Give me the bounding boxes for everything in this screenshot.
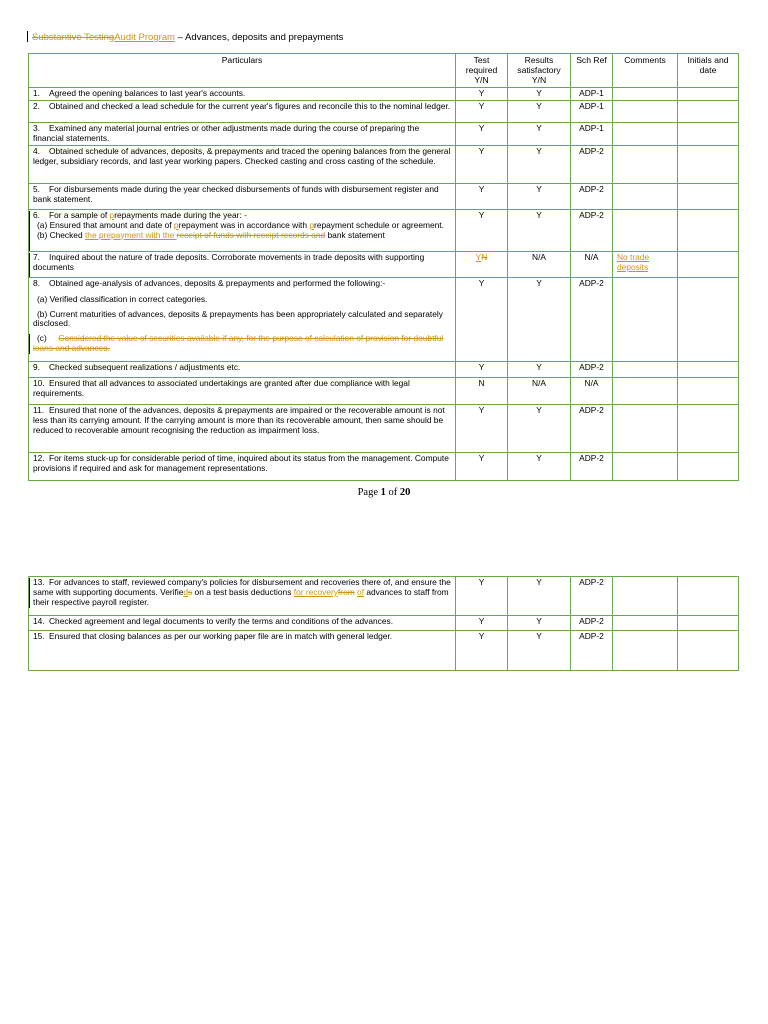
cell-test: Y xyxy=(456,277,508,361)
row-number: 11. xyxy=(33,404,45,415)
cell-ref: ADP-2 xyxy=(571,277,613,361)
cell-result: N/A xyxy=(508,377,571,404)
inserted-text: the prepayment with the xyxy=(84,229,177,240)
row-number: 6. xyxy=(33,209,40,220)
sub-item-c xyxy=(33,334,451,354)
table-row xyxy=(29,251,739,277)
cell-initials xyxy=(678,631,739,671)
table-row xyxy=(29,361,739,377)
cell-test: Y xyxy=(456,100,508,122)
cell-initials xyxy=(678,404,739,452)
deleted-text: from xyxy=(337,586,355,597)
audit-program-table-continued xyxy=(28,576,739,671)
sub-text: repayment schedule or agreement. xyxy=(314,219,444,230)
cell-result: Y xyxy=(508,209,571,251)
sub-item-b: (b) Current maturities of advances, deposits & prepayments has been appropriately calculated and separately disclosed. xyxy=(33,308,443,329)
table-row xyxy=(29,209,739,251)
row-text: Checked agreement and legal documents to verify the terms and conditions of the advances. xyxy=(49,616,394,626)
cell-test: Y xyxy=(456,577,508,616)
row-text: Obtained and checked a lead schedule for the current year's figures and reconcile this to the nominal ledger. xyxy=(49,100,451,111)
cell-initials xyxy=(678,277,739,361)
cell-result: Y xyxy=(508,361,571,377)
row-number: 12. xyxy=(33,452,45,463)
page-number xyxy=(0,487,768,499)
row-text: Obtained schedule of advances, deposits, & prepayments and traced the opening balances from the general ledger, subsidiary records, and last year working papers. Checked casting and cross casting of the schedule. xyxy=(33,145,451,166)
row-text: Agreed the opening balances to last year's accounts. xyxy=(49,88,246,98)
cell-test: Y xyxy=(456,361,508,377)
col-test-required: Test required Y/N xyxy=(456,54,508,88)
row-number: 15. xyxy=(33,631,45,641)
page-total: 20 xyxy=(399,487,411,498)
sub-text: bank statement xyxy=(325,229,385,240)
cell-result: Y xyxy=(508,631,571,671)
inserted-text: No trade deposits xyxy=(617,251,650,272)
sub-text: (a) Ensured that amount and date of xyxy=(37,219,174,230)
page-label: Page xyxy=(357,487,381,498)
cell-test: Y xyxy=(456,145,508,183)
row-number: 3. xyxy=(33,122,40,133)
cell-ref: ADP-2 xyxy=(571,616,613,631)
sub-item-a: (a) Verified classification in correct categories. xyxy=(37,293,208,304)
cell-initials xyxy=(678,122,739,145)
table-row xyxy=(29,631,739,671)
row-text: For items stuck-up for considerable period of time, inquired about its status from the management. Compute provisions if required and ask for management representations. xyxy=(33,452,449,473)
change-bar xyxy=(29,211,30,251)
table-row xyxy=(29,122,739,145)
change-bar xyxy=(29,578,30,608)
row-number: 13. xyxy=(33,577,45,587)
row-text: advances to staff from their respective payroll register. xyxy=(33,586,449,607)
cell-comment xyxy=(613,209,678,251)
cell-initials xyxy=(678,251,739,277)
cell-test: Y xyxy=(456,88,508,101)
sub-item-b xyxy=(33,231,451,241)
cell-ref: ADP-2 xyxy=(571,209,613,251)
cell-initials xyxy=(678,616,739,631)
cell-result: Y xyxy=(508,577,571,616)
cell-comment xyxy=(613,361,678,377)
cell-comment xyxy=(613,404,678,452)
col-sch-ref: Sch Ref xyxy=(571,54,613,88)
cell-ref: ADP-2 xyxy=(571,361,613,377)
cell-result: Y xyxy=(508,183,571,209)
row-text: For a sample of xyxy=(49,209,110,220)
row-number: 8. xyxy=(33,277,40,288)
inserted-text: p xyxy=(109,209,115,220)
row-text: Ensured that closing balances as per our working paper file are in match with general ledger. xyxy=(49,631,393,641)
cell-result: Y xyxy=(508,88,571,101)
col-particulars: Particulars xyxy=(29,54,456,88)
inserted-text: of xyxy=(357,586,365,597)
document-title xyxy=(27,31,343,43)
row-text: Ensured that all advances to associated undertakings are granted after due compliance with legal requirements. xyxy=(33,377,410,398)
cell-ref: ADP-2 xyxy=(571,183,613,209)
cell-result: Y xyxy=(508,404,571,452)
row-number: 1. xyxy=(33,88,40,98)
deleted-text: receipt of funds with receipt records and xyxy=(176,229,326,240)
page-current: 1 xyxy=(380,487,386,498)
cell-comment xyxy=(613,631,678,671)
cell-comment xyxy=(613,616,678,631)
row-text: Ensured that none of the advances, deposits & prepayments are impaired or the recoverable amount is not less than its carrying amount. If the carrying amount is more than its recoverable amount, then same should be reduced to recoverable amount recognising the reduction as impairment loss. xyxy=(33,404,445,435)
cell-comment xyxy=(613,100,678,122)
inserted-text: for recovery xyxy=(293,586,338,597)
row-text: repayments made during the year: - xyxy=(114,209,247,220)
cell-initials xyxy=(678,209,739,251)
title-deleted-text: Substantive Testing xyxy=(32,32,115,43)
cell-initials xyxy=(678,88,739,101)
change-bar xyxy=(29,334,30,354)
col-initials: Initials and date xyxy=(678,54,739,88)
table-row xyxy=(29,577,739,616)
cell-result: Y xyxy=(508,277,571,361)
cell-comment xyxy=(613,88,678,101)
deleted-text: s xyxy=(188,586,193,597)
sub-text: (b) Checked xyxy=(37,229,85,240)
cell-test: Y xyxy=(456,452,508,480)
deleted-text: N xyxy=(481,251,488,262)
row-text: For disbursements made during the year checked disbursements of funds with disbursement register and bank statement. xyxy=(33,183,439,204)
cell-test xyxy=(456,251,508,277)
sub-label: (c) xyxy=(37,333,47,344)
cell-test: Y xyxy=(456,404,508,452)
cell-ref: ADP-2 xyxy=(571,145,613,183)
row-number: 4. xyxy=(33,145,40,156)
inserted-text: p xyxy=(173,219,179,230)
cell-comment xyxy=(613,251,678,277)
cell-initials xyxy=(678,377,739,404)
table-row xyxy=(29,88,739,101)
row-number: 5. xyxy=(33,183,40,194)
cell-comment xyxy=(613,577,678,616)
title-text: – Advances, deposits and prepayments xyxy=(174,32,344,43)
cell-ref: ADP-2 xyxy=(571,404,613,452)
table-row xyxy=(29,183,739,209)
change-bar xyxy=(29,253,30,277)
page-of: of xyxy=(385,487,400,498)
col-results: Results satisfactory Y/N xyxy=(508,54,571,88)
cell-ref: N/A xyxy=(571,377,613,404)
row-number: 2. xyxy=(33,100,40,111)
cell-test: Y xyxy=(456,209,508,251)
inserted-text: Y xyxy=(475,251,482,262)
row-number: 9. xyxy=(33,361,40,372)
cell-ref: N/A xyxy=(571,251,613,277)
cell-initials xyxy=(678,145,739,183)
cell-ref: ADP-1 xyxy=(571,88,613,101)
cell-test: Y xyxy=(456,183,508,209)
cell-result: Y xyxy=(508,100,571,122)
row-text: For advances to staff, reviewed company's policies for disbursement and recoveries there of, and ensure the same with supporting documents. Verifie xyxy=(33,577,451,597)
cell-comment xyxy=(613,145,678,183)
row-number: 7. xyxy=(33,251,40,262)
row-text: Obtained age-analysis of advances, deposits & prepayments and performed the following:- xyxy=(49,277,386,288)
row-number: 14. xyxy=(33,616,45,626)
change-bar xyxy=(27,31,28,42)
cell-ref: ADP-2 xyxy=(571,577,613,616)
audit-program-table xyxy=(28,53,739,481)
row-text: Examined any material journal entries or other adjustments made during the course of preparing the financial statements. xyxy=(33,122,420,143)
deleted-text: Considered the value of securities available if any, for the purpose of calculation of provision for doubtful loans and advances. xyxy=(33,333,444,354)
cell-comment xyxy=(613,183,678,209)
cell-initials xyxy=(678,183,739,209)
cell-test: Y xyxy=(456,616,508,631)
cell-result: N/A xyxy=(508,251,571,277)
inserted-text: p xyxy=(309,219,315,230)
cell-comment xyxy=(613,277,678,361)
cell-initials xyxy=(678,361,739,377)
title-inserted-text: Audit Program xyxy=(114,32,175,43)
row-text: Inquired about the nature of trade deposits. Corroborate movements in trade deposits with supporting documents xyxy=(33,251,425,272)
sub-text: repayment was in accordance with xyxy=(178,219,310,230)
cell-ref: ADP-1 xyxy=(571,100,613,122)
cell-ref: ADP-1 xyxy=(571,122,613,145)
table-row xyxy=(29,377,739,404)
inserted-text: d xyxy=(183,586,189,597)
table-row xyxy=(29,404,739,452)
cell-test: Y xyxy=(456,122,508,145)
cell-test: Y xyxy=(456,631,508,671)
table-row xyxy=(29,452,739,480)
table-row xyxy=(29,616,739,631)
cell-comment xyxy=(613,452,678,480)
table-header-row xyxy=(29,54,739,88)
cell-result: Y xyxy=(508,616,571,631)
cell-initials xyxy=(678,100,739,122)
cell-initials xyxy=(678,452,739,480)
row-number: 10. xyxy=(33,377,45,388)
table-row xyxy=(29,145,739,183)
cell-ref: ADP-2 xyxy=(571,631,613,671)
cell-result: Y xyxy=(508,145,571,183)
table-row xyxy=(29,277,739,361)
cell-initials xyxy=(678,577,739,616)
cell-ref: ADP-2 xyxy=(571,452,613,480)
cell-test: N xyxy=(456,377,508,404)
row-text: Checked subsequent realizations / adjustments etc. xyxy=(49,361,241,372)
col-comments: Comments xyxy=(613,54,678,88)
table-row xyxy=(29,100,739,122)
cell-comment xyxy=(613,377,678,404)
cell-comment xyxy=(613,122,678,145)
cell-result: Y xyxy=(508,452,571,480)
cell-result: Y xyxy=(508,122,571,145)
row-text: on a test basis deductions xyxy=(192,586,294,597)
